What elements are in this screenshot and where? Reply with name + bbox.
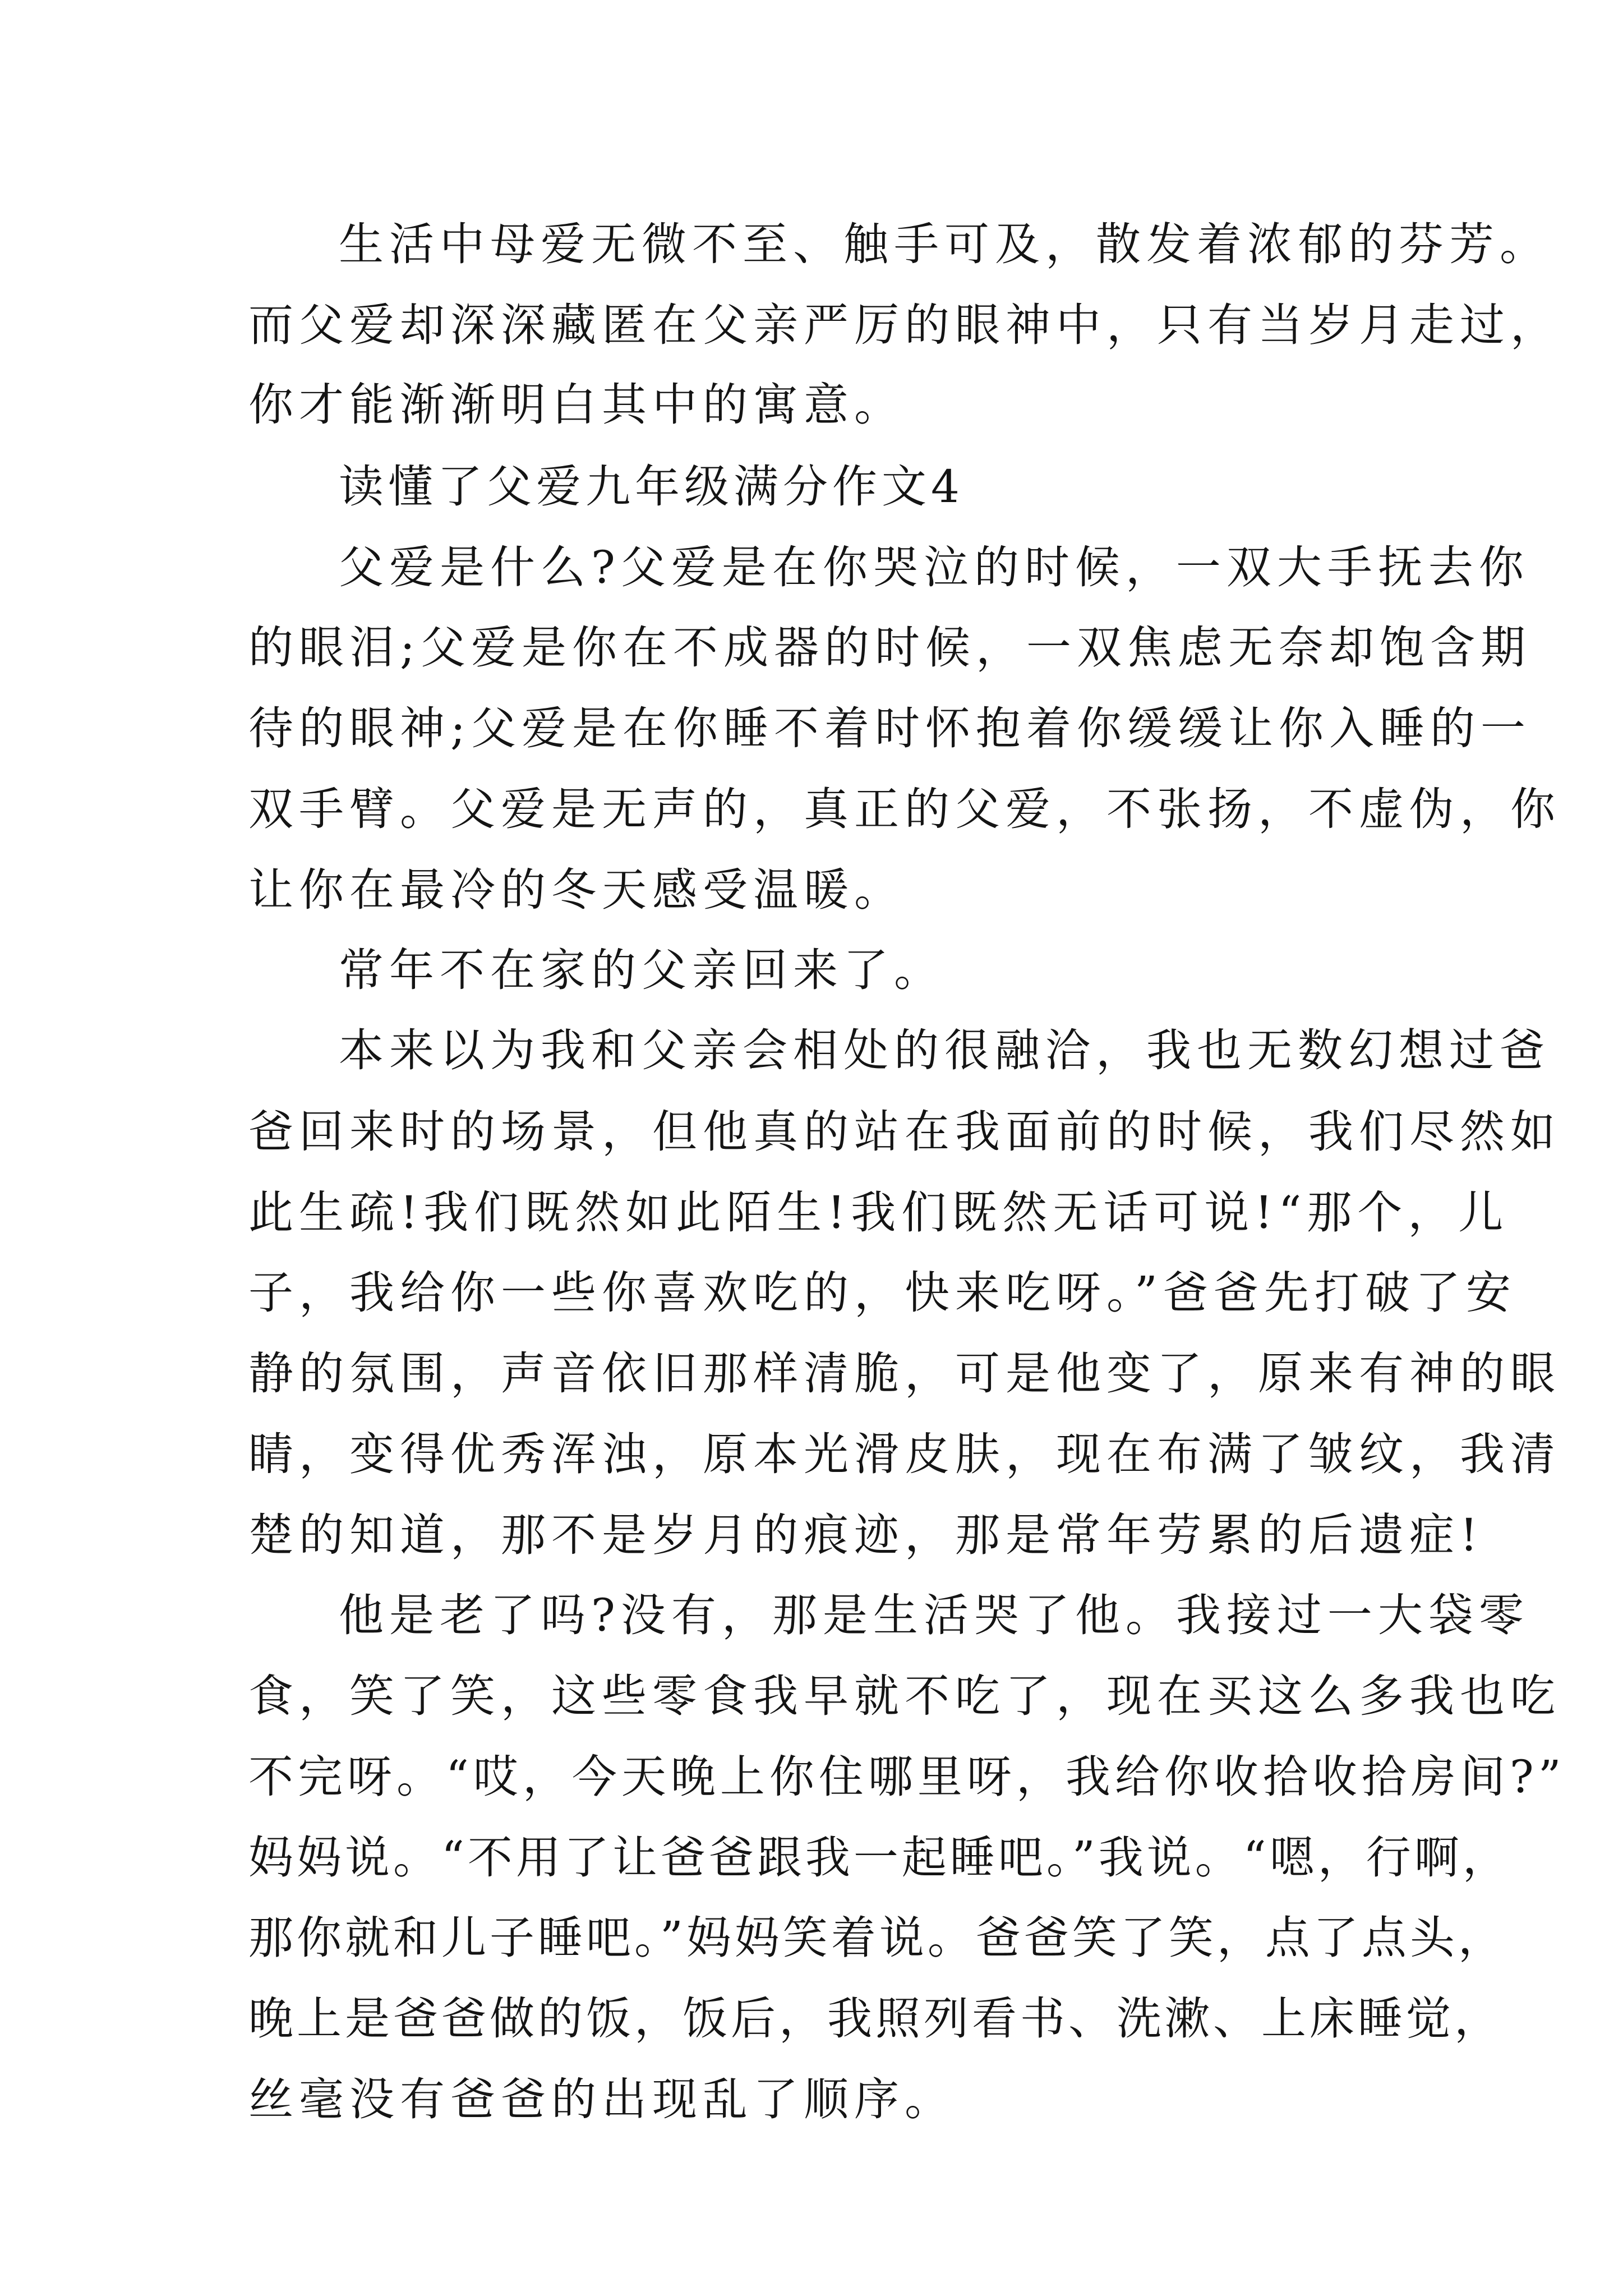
paragraph-line: 那你就和儿子睡吧。”妈妈笑着说。爸爸笑了笑，点了点头，: [248, 1912, 1506, 1964]
paragraph-line: 他是老了吗?没有，那是生活哭了他。我接过一大袋零: [339, 1589, 1529, 1641]
paragraph-line: 楚的知道，那不是岁月的痕迹，那是常年劳累的后遗症!: [248, 1509, 1484, 1561]
paragraph-line: 食，笑了笑，这些零食我早就不吃了，现在买这么多我也吃: [248, 1670, 1561, 1722]
paragraph-line: 睛，变得优秀浑浊，原本光滑皮肤，现在布满了皱纹，我清: [248, 1428, 1561, 1480]
paragraph-line: 双手臂。父爱是无声的，真正的父爱，不张扬，不虚伪，你: [248, 783, 1561, 835]
paragraph-line: 你才能渐渐明白其中的寓意。: [248, 379, 905, 431]
paragraph-line: 而父爱却深深藏匿在父亲严厉的眼神中，只有当岁月走过，: [248, 299, 1561, 351]
paragraph-line: 妈妈说。“不用了让爸爸跟我一起睡吧。”我说。“嗯，行啊，: [248, 1832, 1511, 1884]
paragraph-line: 丝毫没有爸爸的出现乱了顺序。: [248, 2073, 955, 2125]
paragraph-line: 爸回来时的场景，但他真的站在我面前的时候，我们尽然如: [248, 1106, 1561, 1158]
paragraph-line: 静的氛围，声音依旧那样清脆，可是他变了，原来有神的眼: [248, 1347, 1561, 1400]
paragraph-line: 的眼泪;父爱是你在不成器的时候，一双焦虑无奈却饱含期: [248, 622, 1531, 674]
paragraph-line: 生活中母爱无微不至、触手可及，散发着浓郁的芬芳。: [339, 218, 1550, 270]
paragraph-line: 子，我给你一些你喜欢吃的，快来吃呀。”爸爸先打破了安: [248, 1267, 1516, 1319]
paragraph-line: 晚上是爸爸做的饭，饭后，我照列看书、洗漱、上床睡觉，: [248, 1993, 1502, 2045]
paragraph-line: 待的眼神;父爱是在你睡不着时怀抱着你缓缓让你入睡的一: [248, 702, 1531, 754]
paragraph-line: 此生疏!我们既然如此陌生!我们既然无话可说!“那个，儿: [248, 1186, 1509, 1239]
paragraph-line: 常年不在家的父亲回来了。: [339, 944, 944, 996]
paragraph-line: 本来以为我和父亲会相处的很融洽，我也无数幻想过爸: [339, 1024, 1550, 1076]
paragraph-line: 父爱是什么?父爱是在你哭泣的时候，一双大手抚去你: [339, 541, 1529, 593]
paragraph-line: 让你在最冷的冬天感受温暖。: [248, 864, 905, 916]
paragraph-line: 不完呀。“哎，今天晚上你住哪里呀，我给你收拾收拾房间?”: [248, 1751, 1566, 1803]
section-title: 读懂了父爱九年级满分作文4: [339, 461, 964, 513]
